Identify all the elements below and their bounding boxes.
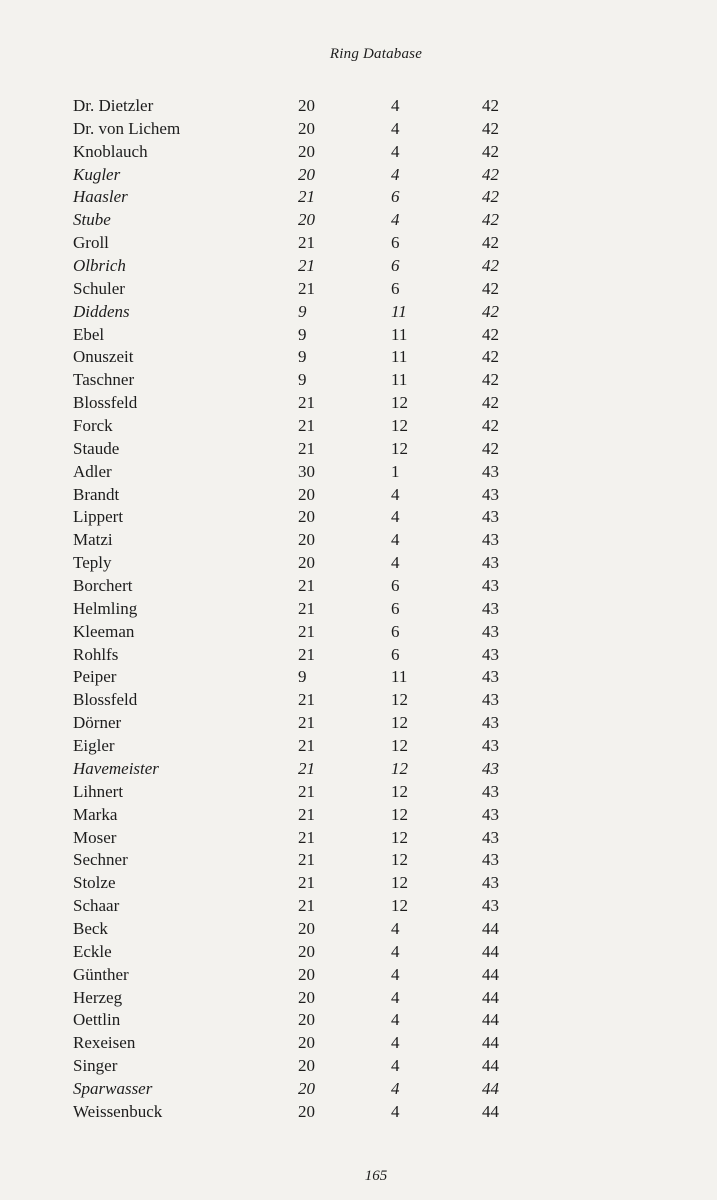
table-row [0, 781, 717, 804]
row-col-c: 42 [482, 256, 499, 276]
row-col-c: 42 [482, 141, 499, 161]
row-col-b: 12 [391, 827, 408, 847]
row-col-c: 43 [482, 667, 499, 687]
row-col-b: 12 [391, 804, 408, 824]
row-name: Knoblauch [73, 141, 148, 161]
row-col-a: 30 [298, 461, 315, 481]
row-col-a: 21 [298, 621, 315, 641]
row-col-a: 21 [298, 873, 315, 893]
row-col-b: 6 [391, 233, 400, 253]
table-row [0, 141, 717, 164]
row-col-c: 44 [482, 1056, 499, 1076]
table-row [0, 278, 717, 301]
row-name: Helmling [73, 598, 138, 618]
row-name: Kleeman [73, 621, 135, 641]
ring-table [0, 95, 717, 1124]
row-col-a: 21 [298, 438, 315, 458]
table-row [0, 849, 717, 872]
row-name: Lippert [73, 507, 124, 527]
row-col-b: 11 [391, 347, 408, 367]
row-col-b: 12 [391, 758, 408, 778]
row-col-a: 9 [298, 324, 307, 344]
row-col-b: 12 [391, 713, 408, 733]
row-col-b: 4 [391, 1078, 400, 1098]
row-col-a: 21 [298, 850, 315, 870]
table-row [0, 918, 717, 941]
row-col-b: 1 [391, 461, 400, 481]
row-col-a: 21 [298, 576, 315, 596]
row-col-c: 42 [482, 324, 499, 344]
row-col-c: 44 [482, 941, 499, 961]
row-col-c: 44 [482, 1078, 499, 1098]
row-col-b: 12 [391, 393, 408, 413]
row-col-a: 9 [298, 667, 307, 687]
table-row [0, 484, 717, 507]
table-row [0, 301, 717, 324]
row-name: Lihnert [73, 781, 124, 801]
row-name: Oettlin [73, 1010, 121, 1030]
table-row [0, 575, 717, 598]
row-col-b: 12 [391, 850, 408, 870]
table-row [0, 506, 717, 529]
row-name: Sechner [73, 850, 128, 870]
row-col-b: 4 [391, 530, 400, 550]
row-name: Blossfeld [73, 393, 138, 413]
row-name: Sparwasser [73, 1078, 153, 1098]
row-name: Moser [73, 827, 117, 847]
row-col-a: 20 [298, 484, 315, 504]
row-col-b: 6 [391, 621, 400, 641]
row-col-b: 4 [391, 96, 400, 115]
table-row [0, 461, 717, 484]
row-col-a: 20 [298, 918, 315, 938]
running-head: Ring Database [329, 46, 423, 62]
row-col-b: 12 [391, 873, 408, 893]
row-col-a: 21 [298, 644, 315, 664]
row-col-c: 43 [482, 896, 499, 916]
row-col-c: 42 [482, 164, 499, 184]
row-col-a: 20 [298, 118, 315, 138]
table-row [0, 1055, 717, 1078]
table-row [0, 964, 717, 987]
row-col-a: 21 [298, 690, 315, 710]
table-row [0, 1101, 717, 1124]
row-col-c: 43 [482, 690, 499, 710]
row-col-c: 43 [482, 827, 499, 847]
row-col-b: 4 [391, 1056, 400, 1076]
table-row [0, 164, 717, 187]
row-col-a: 21 [298, 393, 315, 413]
table-row [0, 804, 717, 827]
row-col-a: 9 [298, 347, 307, 367]
row-col-b: 4 [391, 118, 400, 138]
table-row [0, 1032, 717, 1055]
row-col-c: 43 [482, 461, 499, 481]
row-col-a: 20 [298, 941, 315, 961]
row-col-b: 12 [391, 736, 408, 756]
table-row [0, 872, 717, 895]
row-col-b: 4 [391, 210, 400, 230]
row-col-a: 21 [298, 233, 315, 253]
row-col-c: 42 [482, 210, 499, 230]
row-col-a: 21 [298, 827, 315, 847]
row-col-c: 43 [482, 736, 499, 756]
row-col-c: 42 [482, 438, 499, 458]
row-col-c: 43 [482, 713, 499, 733]
row-col-a: 20 [298, 530, 315, 550]
row-col-b: 4 [391, 964, 400, 984]
row-col-a: 20 [298, 1078, 315, 1098]
row-col-c: 43 [482, 507, 499, 527]
row-col-a: 20 [298, 96, 315, 115]
row-name: Peiper [73, 667, 117, 687]
row-col-c: 42 [482, 187, 499, 207]
table-row [0, 598, 717, 621]
page-number: 165 [364, 1168, 388, 1184]
row-col-a: 21 [298, 187, 315, 207]
row-name: Dr. Dietzler [73, 96, 154, 115]
row-col-a: 9 [298, 301, 307, 321]
row-col-a: 20 [298, 1010, 315, 1030]
table-row [0, 644, 717, 667]
row-name: Marka [73, 804, 118, 824]
table-row [0, 324, 717, 347]
row-col-c: 44 [482, 1010, 499, 1030]
row-col-b: 11 [391, 324, 408, 344]
row-name: Ebel [73, 324, 105, 344]
row-col-b: 12 [391, 690, 408, 710]
row-col-c: 43 [482, 804, 499, 824]
row-col-b: 4 [391, 1101, 400, 1121]
row-col-c: 44 [482, 1101, 499, 1121]
row-col-c: 43 [482, 644, 499, 664]
row-name: Olbrich [73, 256, 126, 276]
row-col-a: 21 [298, 713, 315, 733]
row-col-c: 42 [482, 347, 499, 367]
row-col-c: 42 [482, 416, 499, 436]
row-col-a: 21 [298, 278, 315, 298]
row-col-b: 6 [391, 576, 400, 596]
row-name: Singer [73, 1056, 118, 1076]
row-col-c: 43 [482, 530, 499, 550]
table-row [0, 186, 717, 209]
row-col-c: 43 [482, 484, 499, 504]
row-col-a: 21 [298, 896, 315, 916]
row-col-a: 20 [298, 164, 315, 184]
row-col-b: 11 [391, 301, 407, 321]
row-col-b: 6 [391, 598, 400, 618]
row-col-a: 20 [298, 964, 315, 984]
row-col-a: 20 [298, 1101, 315, 1121]
table-row [0, 392, 717, 415]
row-col-a: 21 [298, 598, 315, 618]
row-name: Blossfeld [73, 690, 138, 710]
row-name: Stube [73, 210, 111, 230]
row-col-c: 42 [482, 233, 499, 253]
row-col-c: 44 [482, 987, 499, 1007]
row-name: Dr. von Lichem [73, 118, 181, 138]
row-col-b: 4 [391, 941, 400, 961]
table-row [0, 232, 717, 255]
table-row [0, 621, 717, 644]
row-col-a: 20 [298, 1033, 315, 1053]
row-col-a: 20 [298, 210, 315, 230]
row-col-c: 42 [482, 370, 499, 390]
row-col-a: 20 [298, 141, 315, 161]
row-col-c: 44 [482, 964, 499, 984]
row-col-b: 6 [391, 278, 400, 298]
row-col-c: 43 [482, 598, 499, 618]
row-col-a: 20 [298, 553, 315, 573]
table-row [0, 552, 717, 575]
table-row [0, 415, 717, 438]
row-name: Staude [73, 438, 120, 458]
row-col-c: 43 [482, 781, 499, 801]
table-row [0, 827, 717, 850]
table-row [0, 758, 717, 781]
row-col-b: 4 [391, 918, 400, 938]
row-col-b: 6 [391, 644, 400, 664]
row-name: Kugler [73, 164, 121, 184]
row-col-a: 21 [298, 256, 315, 276]
row-col-b: 6 [391, 256, 400, 276]
row-col-a: 21 [298, 736, 315, 756]
table-row [0, 712, 717, 735]
row-name: Brandt [73, 484, 120, 504]
row-col-a: 20 [298, 507, 315, 527]
row-name: Herzeg [73, 987, 123, 1007]
row-col-b: 12 [391, 781, 408, 801]
row-name: Diddens [73, 301, 130, 321]
row-col-b: 4 [391, 141, 400, 161]
row-name: Havemeister [73, 758, 159, 778]
table-row [0, 987, 717, 1010]
row-col-b: 4 [391, 507, 400, 527]
table-row [0, 209, 717, 232]
table-row [0, 1009, 717, 1032]
row-col-b: 6 [391, 187, 400, 207]
row-name: Borchert [73, 576, 133, 596]
row-name: Stolze [73, 873, 116, 893]
row-col-a: 21 [298, 804, 315, 824]
row-col-c: 42 [482, 96, 499, 115]
row-col-b: 4 [391, 1010, 400, 1030]
row-col-b: 12 [391, 896, 408, 916]
row-name: Eigler [73, 736, 115, 756]
row-col-b: 4 [391, 164, 400, 184]
row-name: Forck [73, 416, 113, 436]
table-row [0, 689, 717, 712]
row-col-b: 4 [391, 1033, 400, 1053]
row-col-b: 11 [391, 667, 408, 687]
row-col-b: 12 [391, 438, 408, 458]
row-col-b: 12 [391, 416, 408, 436]
row-col-c: 43 [482, 758, 499, 778]
table-row [0, 118, 717, 141]
row-col-c: 43 [482, 873, 499, 893]
row-col-a: 21 [298, 416, 315, 436]
row-col-c: 43 [482, 850, 499, 870]
row-name: Beck [73, 918, 108, 938]
table-row [0, 666, 717, 689]
row-name: Matzi [73, 530, 113, 550]
row-col-a: 9 [298, 370, 307, 390]
table-row [0, 369, 717, 392]
table-row [0, 95, 717, 118]
row-name: Teply [73, 553, 112, 573]
row-name: Haasler [73, 187, 128, 207]
table-row [0, 255, 717, 278]
row-name: Günther [73, 964, 129, 984]
row-col-b: 4 [391, 987, 400, 1007]
row-col-c: 42 [482, 301, 499, 321]
table-row [0, 735, 717, 758]
row-name: Adler [73, 461, 112, 481]
row-col-c: 42 [482, 393, 499, 413]
row-name: Groll [73, 233, 109, 253]
row-col-b: 4 [391, 553, 400, 573]
row-col-a: 20 [298, 987, 315, 1007]
row-col-c: 43 [482, 621, 499, 641]
row-name: Taschner [73, 370, 135, 390]
table-row [0, 895, 717, 918]
row-col-a: 21 [298, 781, 315, 801]
table-row [0, 941, 717, 964]
row-name: Eckle [73, 941, 112, 961]
row-name: Weissenbuck [73, 1101, 163, 1121]
row-name: Onuszeit [73, 347, 134, 367]
row-col-c: 44 [482, 918, 499, 938]
row-col-c: 43 [482, 576, 499, 596]
row-name: Schuler [73, 278, 125, 298]
table-row [0, 529, 717, 552]
table-row [0, 438, 717, 461]
row-name: Rohlfs [73, 644, 119, 664]
row-col-c: 44 [482, 1033, 499, 1053]
table-row [0, 1078, 717, 1101]
row-col-c: 42 [482, 118, 499, 138]
row-col-a: 20 [298, 1056, 315, 1076]
row-name: Rexeisen [73, 1033, 136, 1053]
row-col-c: 43 [482, 553, 499, 573]
row-col-c: 42 [482, 278, 499, 298]
row-col-b: 4 [391, 484, 400, 504]
row-name: Schaar [73, 896, 120, 916]
row-name: Dörner [73, 713, 122, 733]
table-row [0, 346, 717, 369]
row-col-a: 21 [298, 758, 315, 778]
row-col-b: 11 [391, 370, 408, 390]
